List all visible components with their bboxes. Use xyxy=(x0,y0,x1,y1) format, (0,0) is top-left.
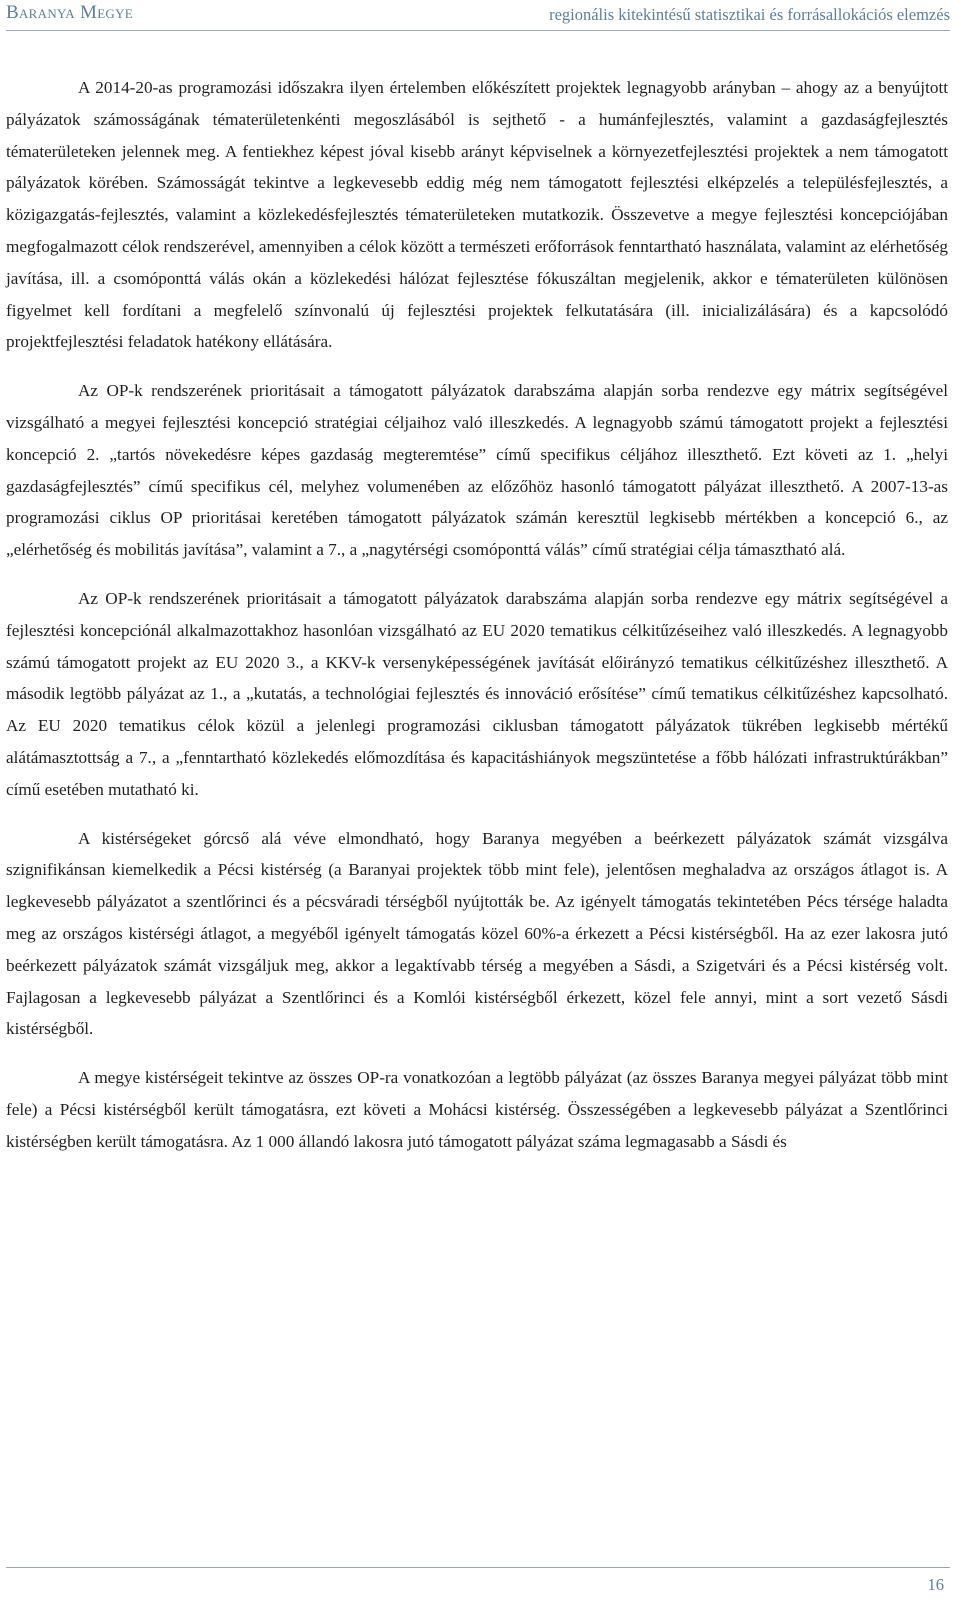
page-number: 16 xyxy=(927,1575,944,1594)
paragraph-3: Az OP-k rendszerének prioritásait a támogatott pályázatok darabszáma alapján sorba rendezve egy mátrix segítségével a fejlesztési koncepciónál alkalmazottakhoz hasonlóan vizsgálható az EU 2020 tematikus célkitűzéseihez való illeszkedés. A legnagyobb számú támogatott projekt az EU 2020 3., a KKV-k versenyképességének javítását előirányzó tematikus célkitűzéshez illeszthető. A második legtöbb pályázat az 1., a „kutatás, a technológiai fejlesztés és innováció erősítése” című tematikus célkitűzéshez kapcsolható. Az EU 2020 tematikus célok közül a jelenlegi programozási ciklusban támogatott pályázatok tükrében legkisebb mértékű alátámasztottság a 7., a „fenntartható közlekedés előmozdítása és kapacitáshiányok megszüntetése a főbb hálózati infrastruktúrákban” című esetében mutatható ki. xyxy=(6,588,948,799)
document-body xyxy=(6,72,948,1175)
paragraph-4: A kistérségeket górcső alá véve elmondható, hogy Baranya megyében a beérkezett pályázatok számát vizsgálva szignifikánsan kiemelkedik a Pécsi kistérség (a Baranyai projektek több mint fele), jelentősen meghaladva az országos átlagot is. A legkevesebb pályázatot a szentlőrinci és a pécsváradi térségből nyújtották be. Az igényelt támogatás tekintetében Pécs térsége haladta meg az országos kistérségi átlagot, a megyéből igényelt támogatás közel 60%-a érkezett a Pécsi kistérségből. Ha az ezer lakosra jutó beérkezett pályázatok számát vizsgáljuk meg, akkor a legaktívabb térség a megyében a Sásdi, a Szigetvári és a Pécsi kistérség volt. Fajlagosan a legkevesebb pályázat a Szentlőrinci és a Komlói kistérségből érkezett, közel fele annyi, mint a sort vezető Sásdi kistérségből. xyxy=(6,828,948,1039)
paragraph-2: Az OP-k rendszerének prioritásait a támogatott pályázatok darabszáma alapján sorba rendezve egy mátrix segítségével vizsgálható a megyei fejlesztési koncepció stratégiai céljaihoz való illeszkedés. A legnagyobb számú támogatott projekt a fejlesztési koncepció 2. „tartós növekedésre képes gazdaság megteremtése” című specifikus céljához illeszthető. Ezt követi az 1. „helyi gazdaságfejlesztés” című specifikus cél, melyhez volumenében az előzőhöz hasonló támogatott pályázat illeszthető. A 2007-13-as programozási ciklus OP prioritásai keretében támogatott pályázatok számán keresztül legkisebb mértékben a koncepció 6., az „elérhetőség és mobilitás javítása”, valamint a 7., a „nagytérségi csomóponttá válás” című stratégiai célja támasztható alá. xyxy=(6,381,948,560)
page-footer xyxy=(6,1567,950,1598)
paragraph-1: A 2014-20-as programozási időszakra ilyen értelemben előkészített projektek legnagyobb arányban – ahogy az a benyújtott pályázatok számosságának tématerületenkénti megoszlásából is sejthető - a humánfejlesztés, valamint a gazdaságfejlesztés tématerületeken jelennek meg. A fentiekhez képest jóval kisebb arányt képviselnek a környezetfejlesztési projektek a nem támogatott pályázatok körében. Számosságát tekintve a legkevesebb eddig még nem támogatott fejlesztési elképzelés a településfejlesztés, a közigazgatás-fejlesztés, valamint a közlekedésfejlesztés tématerületeken mutatkozik. Összevetve a megye fejlesztési koncepciójában megfogalmazott célok rendszerével, amennyiben a célok között a természeti erőforrások fenntartható használata, valamint az elérhetőség javítása, ill. a csomóponttá válás okán a közlekedési hálózat fejlesztése fókuszáltan megjelenik, akkor e tématerületen különösen figyelmet kell fordítani a megfelelő színvonalú új fejlesztési projektek felkutatására (ill. inicializálására) és a kapcsolódó projektfejlesztési feladatok hatékony ellátására. xyxy=(6,78,949,352)
header-subtitle: regionális kitekintésű statisztikai és forrásallokációs elemzés xyxy=(549,5,950,24)
paragraph-5: A megye kistérségeit tekintve az összes OP-ra vonatkozóan a legtöbb pályázat (az összes Baranya megyei pályázat több mint fele) a Pécsi kistérségből került támogatásra, ezt követi a Mohácsi kistérség. Összességében a legkevesebb pályázat a Szentlőrinci kistérségben került támogatásra. Az 1 000 állandó lakosra jutó támogatott pályázat száma legmagasabb a Sásdi és xyxy=(6,1068,948,1151)
header-title: Baranya Megye xyxy=(6,2,134,23)
page-header xyxy=(6,0,950,31)
